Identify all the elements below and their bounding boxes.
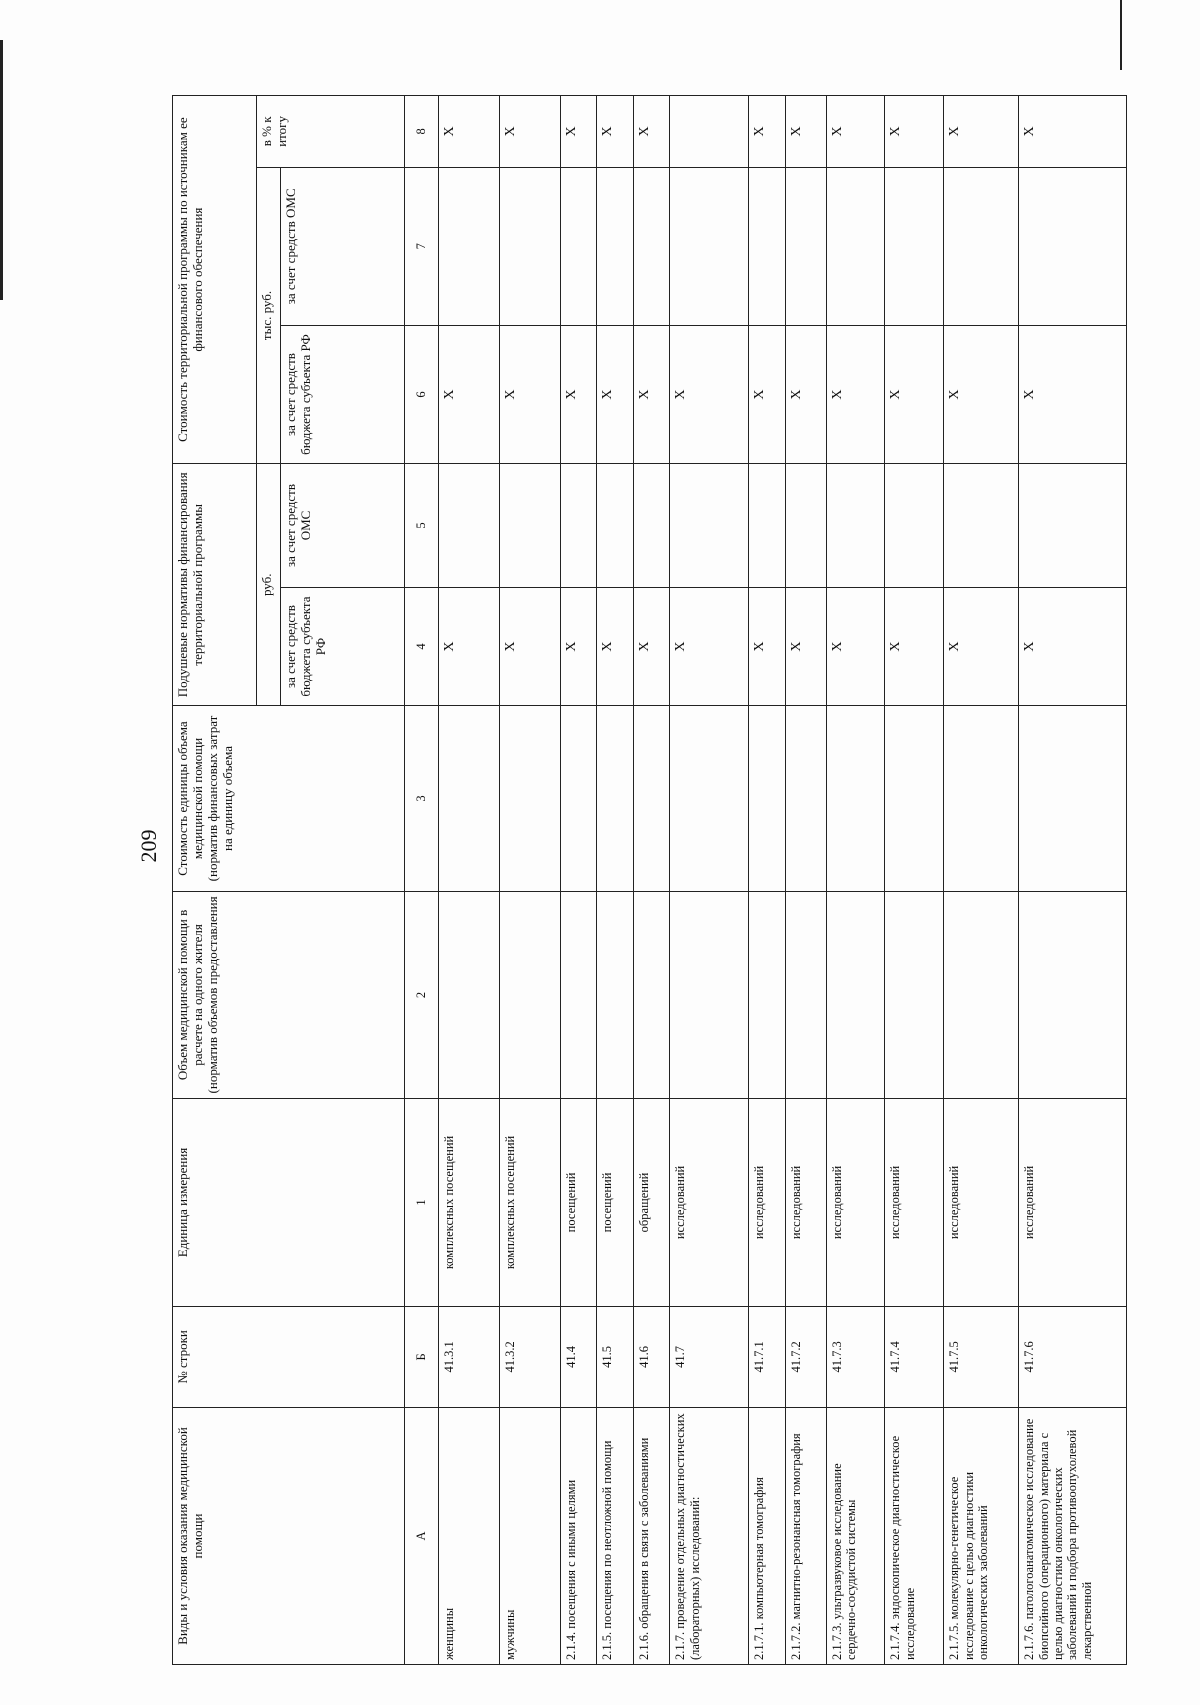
row-c8: X [439,96,500,168]
row-c6: X [785,325,826,463]
row-c8: X [633,96,670,168]
header-col5: за счет средств ОМС [281,464,405,588]
row-unit-cost [785,706,826,891]
row-c5 [633,464,670,588]
row-unit-cost [944,706,1019,891]
row-name: 2.1.5. посещения по неотложной помощи [597,1408,634,1665]
row-c7 [1019,167,1127,325]
row-c7 [944,167,1019,325]
table-row [944,96,1019,1665]
row-c6: X [826,325,885,463]
row-c7 [633,167,670,325]
row-line: 41.7.2 [785,1306,826,1407]
row-c5 [439,464,500,588]
row-c6: X [1019,325,1127,463]
table-row [597,96,634,1665]
row-c5 [499,464,560,588]
row-name: 2.1.4. посещения с иными целями [560,1408,597,1665]
colnum-3: 3 [405,706,439,891]
row-unit: посещений [597,1099,634,1307]
row-unit: исследований [749,1099,786,1307]
row-volume [1019,891,1127,1099]
row-c5 [749,464,786,588]
header-per-capita: Подушевые нормативы финансирования территориальной программы [173,464,257,706]
row-c4: X [826,587,885,706]
header-col7: за счет средств ОМС [281,167,405,325]
row-unit: исследований [785,1099,826,1307]
row-c8: X [1019,96,1127,168]
row-name: 2.1.7.1. компьютерная томография [749,1408,786,1665]
row-c5 [944,464,1019,588]
row-line: 41.7.1 [749,1306,786,1407]
row-unit-cost [560,706,597,891]
row-line: 41.4 [560,1306,597,1407]
row-c4: X [439,587,500,706]
row-volume [499,891,560,1099]
row-c4: X [499,587,560,706]
table-row [749,96,786,1665]
row-c4: X [597,587,634,706]
row-c7 [670,167,749,325]
header-per-capita-unit: руб. [257,464,281,706]
scan-edge-mark [1120,0,1122,70]
row-line: 41.7.5 [944,1306,1019,1407]
row-c7 [749,167,786,325]
row-c6: X [499,325,560,463]
colnum-5: 5 [405,464,439,588]
rotated-table-frame [172,95,1127,1665]
row-volume [749,891,786,1099]
row-line: 41.5 [597,1306,634,1407]
row-volume [826,891,885,1099]
row-c4: X [633,587,670,706]
row-c5 [670,464,749,588]
header-unit-cost: Стоимость единицы объема медицинской помощи (норматив финансовых затрат на единицу объема [173,706,405,891]
row-unit: исследований [826,1099,885,1307]
row-volume [785,891,826,1099]
row-c8: X [826,96,885,168]
row-name: 2.1.7.5. молекулярно-генетическое исследование с целью диагностики онкологических заболеваний [944,1408,1019,1665]
row-c7 [560,167,597,325]
row-unit-cost [885,706,944,891]
row-c8: X [785,96,826,168]
row-c7 [885,167,944,325]
row-c4: X [560,587,597,706]
row-volume [633,891,670,1099]
row-c5 [785,464,826,588]
row-c8: X [944,96,1019,168]
row-unit-cost [597,706,634,891]
row-line: 41.3.2 [499,1306,560,1407]
row-volume [670,891,749,1099]
table-row [885,96,944,1665]
row-c7 [499,167,560,325]
row-line: 41.7.3 [826,1306,885,1407]
colnum-8: 8 [405,96,439,168]
row-unit-cost [633,706,670,891]
row-line: 41.7.4 [885,1306,944,1407]
row-c8: X [885,96,944,168]
row-c6: X [670,325,749,463]
header-percent: в % к итогу [257,96,405,168]
row-c5 [826,464,885,588]
row-unit: обращений [633,1099,670,1307]
row-unit: комплексных посещений [439,1099,500,1307]
table-row [670,96,749,1665]
row-c6: X [944,325,1019,463]
row-c6: X [439,325,500,463]
row-name: мужчины [499,1408,560,1665]
header-kind: Виды и условия оказания медицинской помощи [173,1408,405,1665]
row-name: 2.1.6. обращения в связи с заболеваниями [633,1408,670,1665]
header-col4: за счет средств бюджета субъекта РФ [281,587,405,706]
row-c7 [785,167,826,325]
row-line: 41.6 [633,1306,670,1407]
row-c7 [826,167,885,325]
colnum-1: 1 [405,1099,439,1307]
row-unit: комплексных посещений [499,1099,560,1307]
row-unit: исследований [670,1099,749,1307]
row-c4: X [785,587,826,706]
colnum-7: 7 [405,167,439,325]
table-row [499,96,560,1665]
row-unit: посещений [560,1099,597,1307]
row-c6: X [597,325,634,463]
row-line: 41.7 [670,1306,749,1407]
row-c6: X [749,325,786,463]
row-c4: X [944,587,1019,706]
financing-table [172,95,1127,1665]
row-c4: X [1019,587,1127,706]
table-row [785,96,826,1665]
row-unit: исследований [944,1099,1019,1307]
row-volume [439,891,500,1099]
row-line: 41.7.6 [1019,1306,1127,1407]
row-c4: X [885,587,944,706]
colnum-a: А [405,1408,439,1665]
colnum-2: 2 [405,891,439,1099]
header-volume: Объем медицинской помощи в расчете на одного жителя (норматив объемов предоставления [173,891,405,1099]
row-volume [944,891,1019,1099]
table-row [826,96,885,1665]
row-c8: X [597,96,634,168]
row-c7 [597,167,634,325]
row-c4: X [749,587,786,706]
table-row [560,96,597,1665]
header-unit: Единица измерения [173,1099,405,1307]
header-program-cost: Стоимость территориальной программы по источникам ее финансового обеспечения [173,96,257,464]
row-unit-cost [826,706,885,891]
row-unit-cost [670,706,749,891]
table-row [633,96,670,1665]
colnum-4: 4 [405,587,439,706]
row-name: 2.1.7.4. эндоскопическое диагностическое исследование [885,1408,944,1665]
row-volume [560,891,597,1099]
row-name: 2.1.7.2. магнитно-резонансная томография [785,1408,826,1665]
row-c7 [439,167,500,325]
page-number: 209 [136,829,161,863]
row-c8: X [560,96,597,168]
header-line-number: № строки [173,1306,405,1407]
row-unit-cost [439,706,500,891]
row-line: 41.3.1 [439,1306,500,1407]
row-unit: исследований [885,1099,944,1307]
row-name: 2.1.7.6. патологоанатомическое исследование биопсийного (операционного) материала с целью диагностики онкологических заболеваний и подбора противоопухолевой лекарственной [1019,1408,1127,1665]
row-c8: X [749,96,786,168]
header-cost-unit: тыс. руб. [257,167,281,463]
row-name: 2.1.7.3. ультразвуковое исследование сердечно-сосудистой системы [826,1408,885,1665]
row-c5 [560,464,597,588]
row-c6: X [633,325,670,463]
table-row [1019,96,1127,1665]
row-c5 [597,464,634,588]
scan-edge-mark [0,40,3,300]
row-unit: исследований [1019,1099,1127,1307]
row-name: женщины [439,1408,500,1665]
row-volume [885,891,944,1099]
colnum-b: Б [405,1306,439,1407]
row-c6: X [885,325,944,463]
row-c5 [885,464,944,588]
table-row [439,96,500,1665]
row-c8: X [499,96,560,168]
row-unit-cost [749,706,786,891]
colnum-6: 6 [405,325,439,463]
row-c5 [1019,464,1127,588]
row-volume [597,891,634,1099]
row-c6: X [560,325,597,463]
row-name: 2.1.7. проведение отдельных диагностических (лабораторных) исследований: [670,1408,749,1665]
row-unit-cost [1019,706,1127,891]
row-c4: X [670,587,749,706]
header-col6: за счет средств бюджета субъекта РФ [281,325,405,463]
row-c8 [670,96,749,168]
row-unit-cost [499,706,560,891]
